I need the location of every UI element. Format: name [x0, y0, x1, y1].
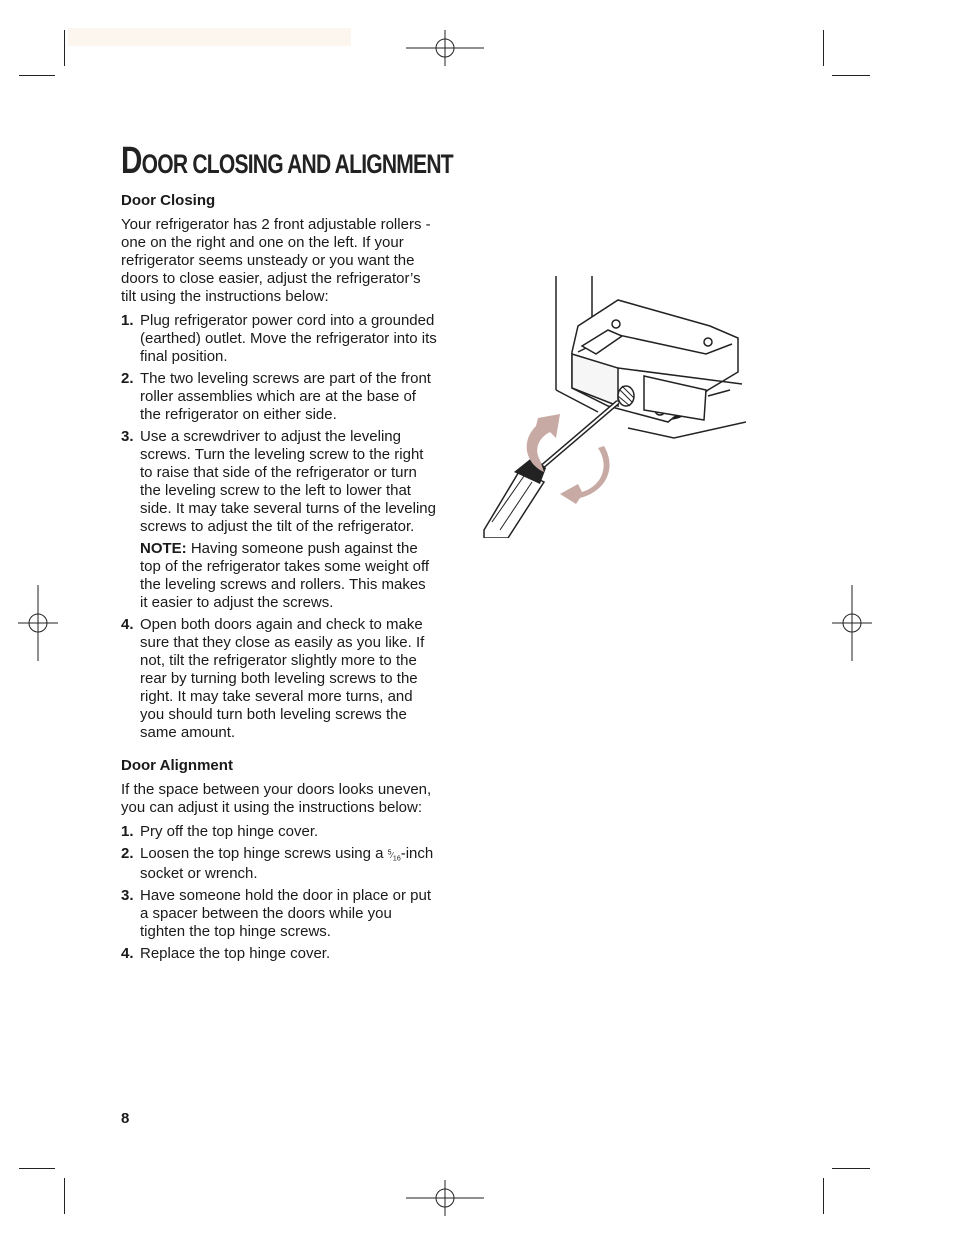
title-initial: D	[121, 140, 142, 182]
crop-mark	[64, 30, 65, 66]
note-label: NOTE:	[140, 540, 187, 557]
door-alignment-section	[121, 757, 437, 963]
step-item	[121, 887, 437, 941]
step-text-after: -inch socket or wrench.	[140, 845, 434, 882]
header-tint-bar	[68, 28, 351, 46]
step-item	[121, 428, 437, 612]
door-closing-section	[121, 192, 437, 742]
page-number: 8	[121, 1110, 130, 1127]
fraction: $^5⁄_{16}$	[387, 849, 401, 863]
step-number: 1.	[121, 823, 134, 840]
step-text: Open both doors again and check to make sure that they close as easily as you like. If not, tilt the refrigerator slightly more to the rear by turning both leveling screws to the right. It may take several more turns, and you should turn both leveling screws the same amount.	[140, 616, 425, 741]
crop-mark	[832, 75, 870, 76]
door-closing-steps	[121, 312, 437, 742]
step-text: Pry off the top hinge cover.	[140, 823, 319, 840]
step-text: Use a screwdriver to adjust the leveling screws. Turn the leveling screw to the right to raise that side of the refrigerator or turn the leveling screw to the left to lower that side. It may take several turns of the leveling screws to adjust the tilt of the refrigerator.	[140, 428, 436, 535]
crop-mark	[823, 1178, 824, 1214]
step-text: Have someone hold the door in place or put a spacer between the doors while you tighten the top hinge screws.	[140, 887, 432, 940]
door-closing-heading: Door Closing	[121, 192, 216, 209]
note	[140, 540, 437, 612]
step-number: 2.	[121, 845, 134, 862]
crop-mark	[64, 1178, 65, 1214]
door-alignment-steps	[121, 823, 437, 963]
step-text: Replace the top hinge cover.	[140, 945, 331, 962]
fraction-denominator: 16	[392, 855, 401, 863]
step-item	[121, 616, 437, 742]
roller-adjustment-illustration	[478, 272, 746, 538]
registration-mark-icon	[406, 30, 484, 66]
step-item	[121, 945, 437, 963]
step-number: 2.	[121, 370, 134, 387]
step-number: 4.	[121, 616, 134, 633]
door-closing-intro: Your refrigerator has 2 front adjustable rollers - one on the right and one on the left. If your refrigerator seems unsteady or you want the doors to close easier, adjust the refrigerator’s tilt using the instructions below:	[121, 216, 431, 305]
step-text: The two leveling screws are part of the front roller assemblies which are at the base of the refrigerator on either side.	[140, 370, 431, 423]
note-text: Having someone push against the top of the refrigerator takes some weight off the leveling screws and rollers. This makes it easier to adjust the screws.	[140, 540, 430, 611]
crop-mark	[832, 1168, 870, 1169]
door-alignment-heading: Door Alignment	[121, 757, 233, 774]
door-alignment-intro: If the space between your doors looks uneven, you can adjust it using the instructions below:	[121, 781, 432, 816]
fraction-numerator: 5	[387, 849, 392, 857]
crop-mark	[823, 30, 824, 66]
crop-mark	[19, 75, 55, 76]
registration-mark-icon	[832, 585, 872, 661]
step-item	[121, 845, 437, 883]
step-text-before: Loosen the top hinge screws using a	[140, 845, 388, 862]
title-rest: OOR CLOSING AND ALIGNMENT	[141, 149, 453, 179]
page-title	[121, 140, 453, 183]
step-number: 3.	[121, 428, 134, 445]
registration-mark-icon	[406, 1180, 484, 1216]
step-item	[121, 312, 437, 366]
step-number: 3.	[121, 887, 134, 904]
step-number: 4.	[121, 945, 134, 962]
main-content	[121, 192, 437, 967]
registration-mark-icon	[18, 585, 58, 661]
crop-mark	[19, 1168, 55, 1169]
step-item	[121, 823, 437, 841]
step-number: 1.	[121, 312, 134, 329]
step-item	[121, 370, 437, 424]
step-text: Plug refrigerator power cord into a grounded (earthed) outlet. Move the refrigerator into its final position.	[140, 312, 437, 365]
